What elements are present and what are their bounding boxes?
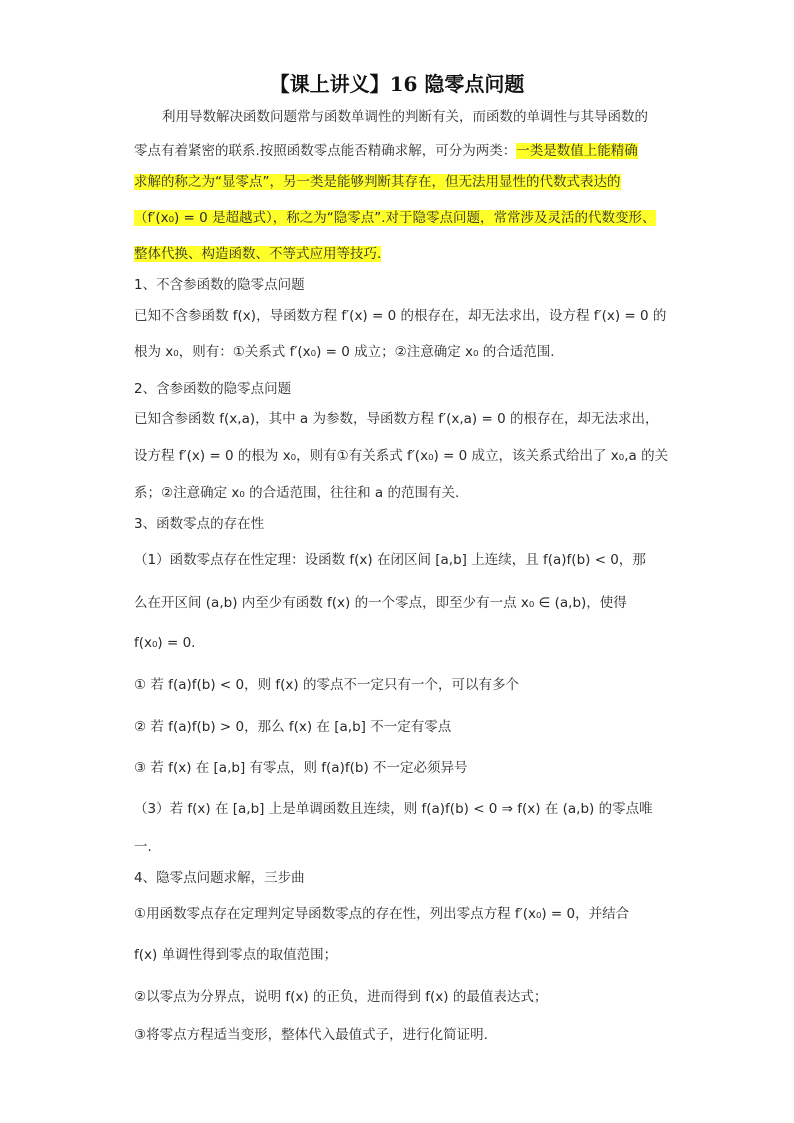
- section-4-line-4: ③将零点方程适当变形，整体代入最值式子，进行化简证明.: [134, 1027, 488, 1043]
- section-3-line-4: （3）若 f(x) 在 [a,b] 上是单调函数且连续，则 f(a)f(b) < 0 ⇒ f(x) 在 (a,b) 的零点唯: [134, 801, 653, 817]
- section-3-line-3: f(x₀) = 0.: [134, 635, 196, 651]
- section-3-item-3: ③ 若 f(x) 在 [a,b] 有零点，则 f(a)f(b) 不一定必须异号: [134, 760, 468, 776]
- intro-line-5: [134, 245, 381, 263]
- section-2-line-2: 设方程 f′(x) = 0 的根为 x₀，则有①有关系式 f′(x₀) = 0 成立，该关系式给出了 x₀,a 的关: [134, 448, 669, 464]
- section-2-line-3: 系；②注意确定 x₀ 的合适范围，往往和 a 的范围有关.: [134, 485, 460, 501]
- intro-line-2-highlight: 一类是数值上能精确: [516, 143, 638, 159]
- section-3-line-1: （1）函数零点存在性定理：设函数 f(x) 在闭区间 [a,b] 上连续，且 f(a)f(b) < 0，那: [134, 552, 646, 568]
- section-3-line-2: 么在开区间 (a,b) 内至少有函数 f(x) 的一个零点，即至少有一点 x₀ ∈ (a,b)，使得: [134, 595, 627, 611]
- section-4-line-2: f(x) 单调性得到零点的取值范围；: [134, 947, 338, 963]
- intro-line-2-plain: 零点有着紧密的联系.按照函数零点能否精确求解，可分为两类：: [134, 143, 517, 159]
- intro-line-3: [134, 173, 621, 191]
- section-4-line-1: ①用函数零点存在定理判定导函数零点的存在性，列出零点方程 f′(x₀) = 0，并结合: [134, 906, 630, 922]
- section-2-heading: 2、含参函数的隐零点问题: [134, 381, 292, 397]
- section-3-item-2: ② 若 f(a)f(b) > 0，那么 f(x) 在 [a,b] 不一定有零点: [134, 719, 452, 735]
- section-1-line-2: 根为 x₀，则有：①关系式 f′(x₀) = 0 成立；②注意确定 x₀ 的合适范围.: [134, 344, 555, 360]
- section-4-line-3: ②以零点为分界点，说明 f(x) 的正负，进而得到 f(x) 的最值表达式；: [134, 989, 548, 1005]
- section-3-item-1: ① 若 f(a)f(b) < 0，则 f(x) 的零点不一定只有一个，可以有多个: [134, 677, 519, 693]
- section-1-heading: 1、不含参函数的隐零点问题: [134, 277, 305, 293]
- section-3-heading: 3、函数零点的存在性: [134, 516, 265, 532]
- intro-line-3-highlight: 求解的称之为“显零点”，另一类是能够判断其存在，但无法用显性的代数式表达的: [134, 174, 621, 190]
- intro-line-4-highlight: （f′(x₀) = 0 是超越式），称之为“隐零点”.对于隐零点问题，常常涉及灵活的代数变形、: [134, 210, 656, 226]
- intro-line-4: [134, 209, 656, 227]
- intro-line-2: [134, 142, 638, 160]
- page-title: 【课上讲义】16 隐零点问题: [269, 72, 525, 96]
- intro-line-1: 利用导数解决函数问题常与函数单调性的判断有关，而函数的单调性与其导函数的: [162, 109, 648, 125]
- section-3-line-5: 一.: [134, 839, 152, 855]
- section-4-heading: 4、隐零点问题求解，三步曲: [134, 870, 305, 886]
- section-2-line-1: 已知含参函数 f(x,a)，其中 a 为参数，导函数方程 f′(x,a) = 0 的根存在，却无法求出，: [134, 411, 659, 427]
- intro-line-5-highlight: 整体代换、构造函数、不等式应用等技巧.: [134, 246, 382, 262]
- section-1-line-1: 已知不含参函数 f(x)，导函数方程 f′(x) = 0 的根存在，却无法求出，设方程 f′(x) = 0 的: [134, 308, 667, 324]
